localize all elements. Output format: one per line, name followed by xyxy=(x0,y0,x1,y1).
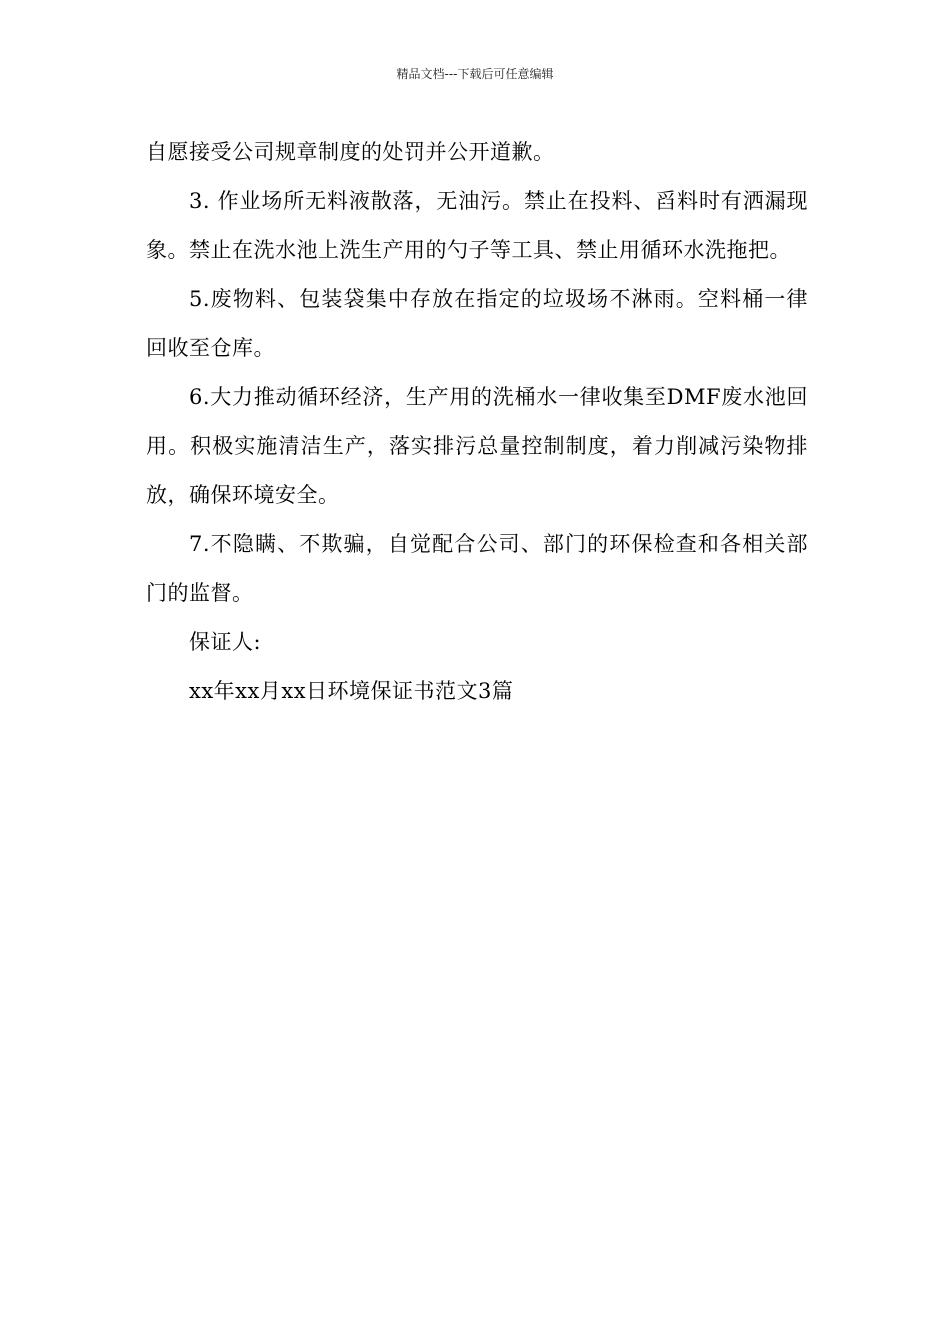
date-line: xx年xx月xx日环境保证书范文3篇 xyxy=(189,679,514,703)
document-body xyxy=(146,128,808,716)
page-header: 精品文档---下载后可任意编辑 xyxy=(396,67,554,81)
paragraph-item-3: 3. 作业场所无料液散落，无油污。禁止在投料、舀料时有洒漏现象。禁止在洗水池上洗生产用的勺子等工具、禁止用循环水洗拖把。 xyxy=(146,189,808,262)
guarantor-label: 保证人: xyxy=(189,630,262,654)
paragraph-item-5: 5.废物料、包装袋集中存放在指定的垃圾场不淋雨。空料桶一律回收至仓库。 xyxy=(146,287,808,360)
paragraph-item-6: 6.大力推动循环经济，生产用的洗桶水一律收集至DMF废水池回用。积极实施清洁生产，落实排污总量控制制度，着力削减污染物排放，确保环境安全。 xyxy=(146,385,808,507)
paragraph-item-7: 7.不隐瞒、不欺骗，自觉配合公司、部门的环保检查和各相关部门的监督。 xyxy=(146,532,808,605)
paragraph-apology: 自愿接受公司规章制度的处罚并公开道歉。 xyxy=(146,140,555,164)
